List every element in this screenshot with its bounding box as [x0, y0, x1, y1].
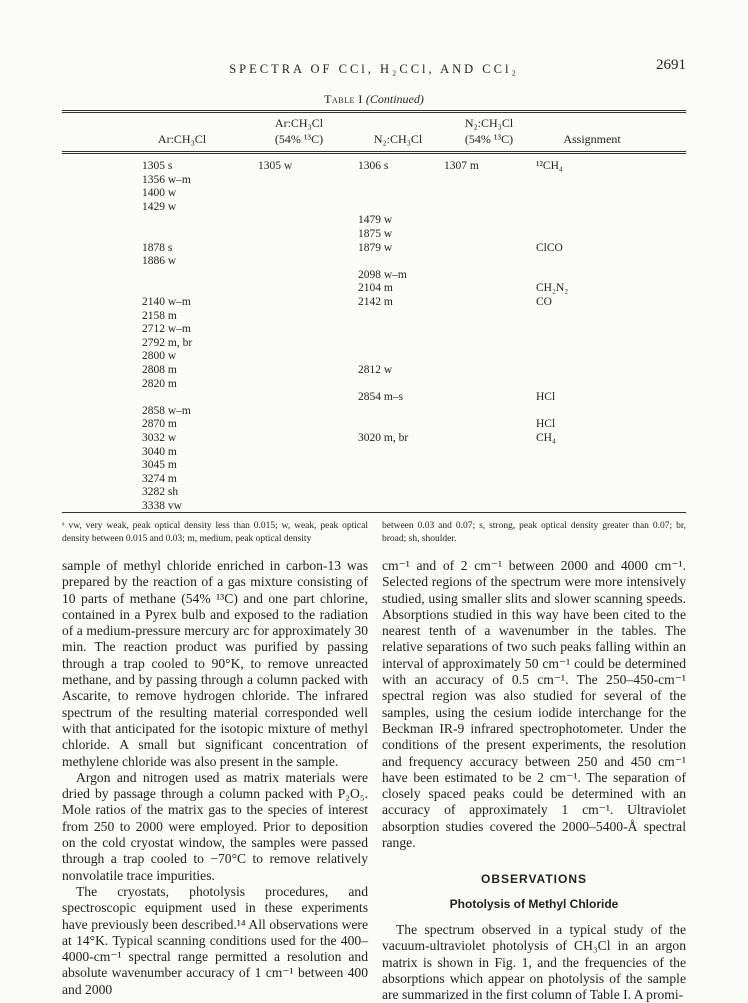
- table-caption-label: Table I: [324, 92, 363, 106]
- table-cell: 2808 m: [142, 364, 177, 376]
- table-cell: HCl: [536, 418, 556, 431]
- table-header-col4: [444, 115, 534, 147]
- table-cell: 3338 vw: [142, 500, 182, 512]
- table-caption: [0, 92, 748, 107]
- table-caption-suffix: (Continued): [365, 92, 424, 106]
- table-cell: ¹²CH₄: [536, 160, 563, 172]
- left-column: [62, 558, 368, 998]
- page-number: 2691: [656, 57, 686, 73]
- running-head: SPECTRA OF CCl, H₂CCl, AND CCl₂: [229, 62, 519, 76]
- subsection-heading: Photolysis of Methyl Chloride: [449, 896, 619, 911]
- table-cell: 1306 s: [358, 160, 389, 172]
- table-cell: ClCO: [536, 241, 563, 254]
- table-header-col2-line1: Ar:CH₃Cl: [274, 116, 324, 130]
- table-cell: 3045 m: [142, 459, 177, 472]
- table-header-col4-line1: N₂:CH₃Cl: [464, 116, 514, 130]
- table-cell: 1886 w: [142, 255, 177, 268]
- paragraph: The spectrum observed in a typical study of the vacuum-ultraviolet photolysis of CH₃Cl in an argon matrix is shown in Fig. 1, and the frequencies of the absorptions which appear on photolysis of the sample are summarized in the first column of Table I. A promi-: [382, 921, 686, 1003]
- table-cell: 2158 m: [142, 309, 177, 322]
- table-header-col2: [258, 115, 340, 147]
- table-header-rule: [62, 151, 686, 154]
- section-heading: OBSERVATIONS: [480, 872, 587, 887]
- table-cell: 1875 w: [358, 228, 393, 240]
- table-cell: 3020 m, br: [358, 432, 409, 444]
- table-cell: 1305 w: [258, 160, 293, 172]
- table-cell: 1400 w: [142, 187, 177, 200]
- paragraph: cm⁻¹ and of 2 cm⁻¹ between 2000 and 4000 cm⁻¹. Selected regions of the spectrum were more intensively studied, using smaller slits and slower scanning speeds. Absorptions studied in this way have been cited to the nearest tenth of a wavenumber in the tables. The relative separations of two such peaks falling within an interval of approximately 50 cm⁻¹ could be determined with an accuracy of 0.5 cm⁻¹. The 250–450-cm⁻¹ spectral region was also studied for several of the samples, using the cesium iodide interchange for the Beckman IR-9 infrared spectrophotometer. Under the conditions of the present experiments, the resolution and frequency accuracy between 250 and 450 cm⁻¹ have been estimated to be 2 cm⁻¹. The separation of closely spaced peaks could be determined with an accuracy of approximately 1 cm⁻¹. Ultraviolet absorption studies covered the 2000–5400-Å spectral range.: [382, 558, 686, 851]
- table-cell: 2812 w: [358, 364, 393, 376]
- table-cell: 2142 m: [358, 296, 393, 308]
- table-cell: CO: [536, 296, 552, 308]
- table-cell: 2140 w–m: [142, 296, 191, 308]
- table-top-rule: [62, 110, 686, 113]
- table-footnote-left: ᵃ vw, very weak, peak optical density less than 0.015; w, weak, peak optical density between 0.015 and 0.03; m, medium, peak optical density: [62, 521, 368, 544]
- table-header-col2-line2: (54% ¹³C): [274, 132, 324, 146]
- table-bottom-rule: [62, 512, 686, 513]
- paragraph: The cryostats, photolysis procedures, and spectroscopic equipment used in these experiments have previously been described.¹⁴ All observations were at 14°K. Typical scanning conditions used for the 400–4000-cm⁻¹ spectral range permitted a resolution and absolute wavenumber accuracy of 1 cm⁻¹ between 400 and 2000: [62, 883, 368, 997]
- table-cell: 2792 m, br: [142, 336, 193, 349]
- table-header-col1: Ar:CH₃Cl: [157, 132, 207, 146]
- table-cell: 2858 w–m: [142, 404, 191, 417]
- table-header-col3: N₂:CH₃Cl: [373, 132, 423, 146]
- table-cell: 3040 m: [142, 445, 177, 458]
- table-cell: CH₂N₂: [536, 282, 569, 295]
- table-cell: 2712 w–m: [142, 323, 191, 336]
- paragraph: sample of methyl chloride enriched in carbon-13 was prepared by the reaction of a gas mixture consisting of 10 parts of methane (54% ¹³C) and one part chlorine, contained in a Pyrex bulb and exposed to the radiation of a medium-pressure mercury arc for approximately 30 min. The reaction product was purified by passing through a trap cooled to 90°K, to remove unreacted methane, and by passing through a column packed with Ascarite, to remove hydrogen chloride. The infrared spectrum of the resulting material corresponded well with that anticipated for the isotopic mixture of methyl chloride. A small but significant concentration of methylene chloride was also present in the sample.: [62, 558, 368, 769]
- table-cell: CH₄: [536, 432, 556, 444]
- table-cell: HCl: [536, 391, 556, 404]
- table-footnote-right: between 0.03 and 0.07; s, strong, peak optical density greater than 0.07; br, broad; sh, shoulder.: [382, 521, 686, 544]
- table-header-col5: Assignment: [563, 132, 621, 146]
- table-cell: 1305 s: [142, 160, 173, 172]
- table-cell: 2098 w–m: [358, 268, 407, 281]
- table-cell: 1307 m: [444, 160, 479, 172]
- table-cell: 1356 w–m: [142, 173, 191, 186]
- table-cell: 1429 w: [142, 200, 177, 213]
- table-cell: 1879 w: [358, 241, 393, 254]
- paragraph: Argon and nitrogen used as matrix materials were dried by passage through a column packed with P₂O₅. Mole ratios of the matrix gas to the species of interest from 250 to 2000 were employed. Prior to deposition on the cold cryostat window, the samples were passed through a trap cooled to −70°C to remove relatively nonvolatile trace impurities.: [62, 769, 368, 883]
- table-cell: 2104 m: [358, 282, 393, 295]
- table-cell: 2870 m: [142, 418, 177, 431]
- table-cell: 2800 w: [142, 350, 177, 363]
- table-cell: 2820 m: [142, 377, 177, 390]
- table-cell: 3282 sh: [142, 486, 179, 499]
- table-cell: 3032 w: [142, 432, 177, 444]
- table-cell: 1878 s: [142, 241, 173, 254]
- table-cell: 2854 m–s: [358, 391, 404, 404]
- right-column: [382, 558, 686, 1003]
- table-cell: 1479 w: [358, 214, 393, 227]
- table-cell: 3274 m: [142, 472, 177, 485]
- table-header-col4-line2: (54% ¹³C): [464, 132, 514, 146]
